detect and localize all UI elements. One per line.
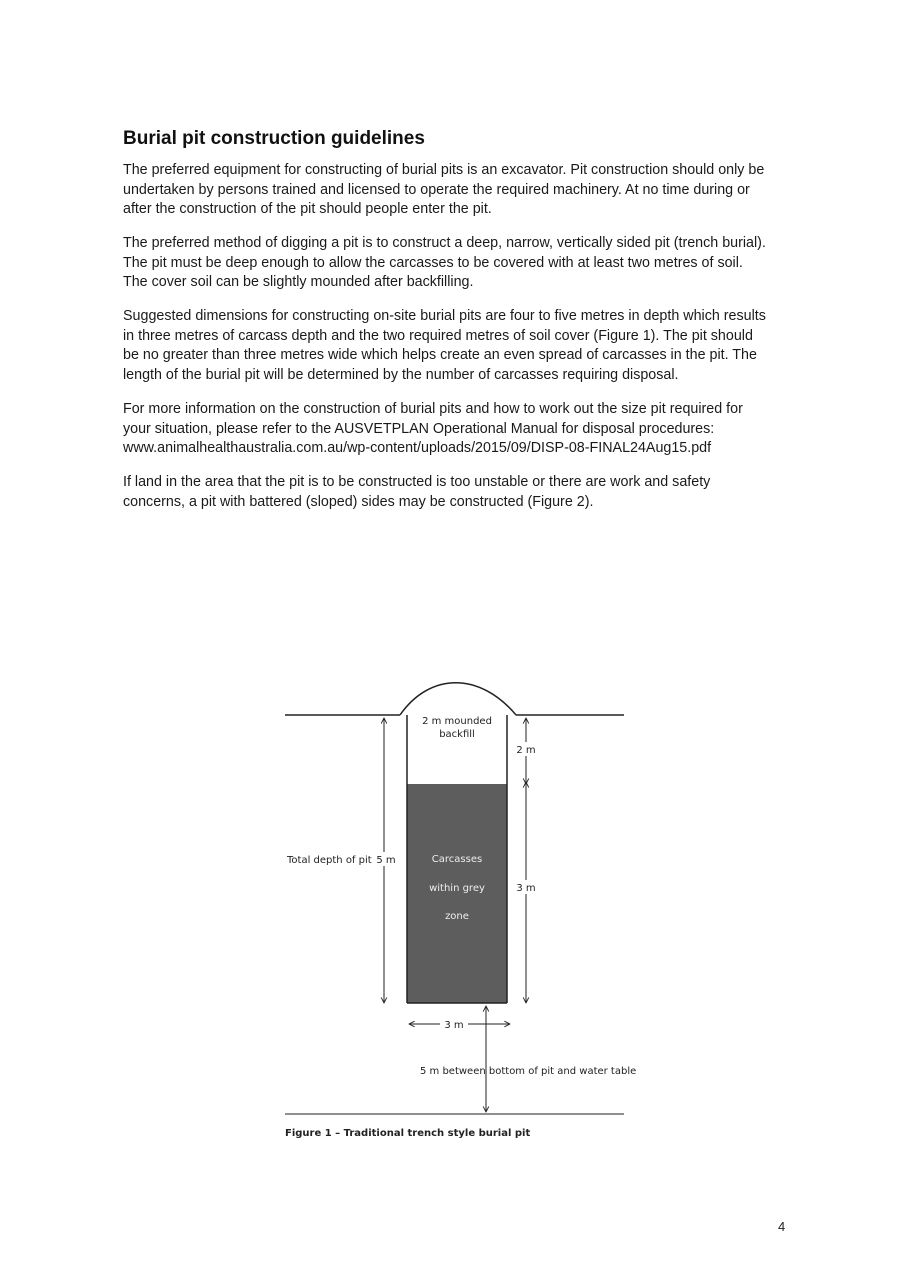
text-line: For more information on the construction of burial pits and how to work out the size pit required for [123, 401, 743, 417]
page-number: 4 [778, 1219, 786, 1234]
text-line: Suggested dimensions for constructing on-site burial pits are four to five metres in depth which results [123, 308, 766, 324]
text-line: in three metres of carcass depth and the two required metres of soil cover (Figure 1). The pit should [123, 327, 753, 344]
text-line: after the construction of the pit should people enter the pit. [123, 201, 492, 217]
text-line: The preferred equipment for constructing of burial pits is an excavator. Pit construction should only be [123, 162, 765, 178]
text-line: length of the burial pit will be determined by the number of carcasses requiring disposal. [123, 366, 679, 383]
carcass-label-line2: within grey [429, 883, 485, 894]
carcass-label-line1: Carcasses [431, 854, 483, 865]
cover-depth-label: 2 m [516, 745, 536, 756]
url-line[interactable]: www.animalhealthaustralia.com.au/wp-content/uploads/2015/09/DISP-08-FINAL24Aug15.pdf [123, 440, 712, 456]
figure-caption: Figure 1 – Traditional trench style burial pit [285, 1128, 531, 1139]
text-line: undertaken by persons trained and licensed to operate the required machinery. At no time during or [123, 181, 750, 198]
width-label: 3 m [444, 1020, 464, 1031]
carcass-label-line3: zone [445, 911, 469, 922]
mound-label-line1: 2 m mounded [422, 716, 492, 727]
carcass-depth-label: 3 m [516, 883, 536, 894]
total-depth-value: 5 m [376, 855, 396, 866]
water-table-label: 5 m between bottom of pit and water table [420, 1066, 637, 1077]
mound-label-line2: backfill [439, 729, 475, 740]
text-line: your situation, please refer to the AUSVETPLAN Operational Manual for disposal procedures: [123, 420, 715, 437]
text-line: concerns, a pit with battered (sloped) sides may be constructed (Figure 2). [123, 493, 594, 510]
text-line: The preferred method of digging a pit is to construct a deep, narrow, vertically sided pit (trench burial). [123, 235, 766, 251]
text-line: The cover soil can be slightly mounded after backfilling. [123, 274, 474, 290]
page-heading: Burial pit construction guidelines [123, 128, 425, 149]
backfill-mound [400, 683, 516, 715]
text-line: be no greater than three metres wide which helps create an even spread of carcasses in the pit. The [123, 347, 757, 363]
total-depth-label: Total depth of pit [287, 855, 372, 866]
text-line: The pit must be deep enough to allow the carcasses to be covered with at least two metres of soil. [123, 254, 743, 271]
text-line: If land in the area that the pit is to be constructed is too unstable or there are work and safety [123, 474, 711, 490]
